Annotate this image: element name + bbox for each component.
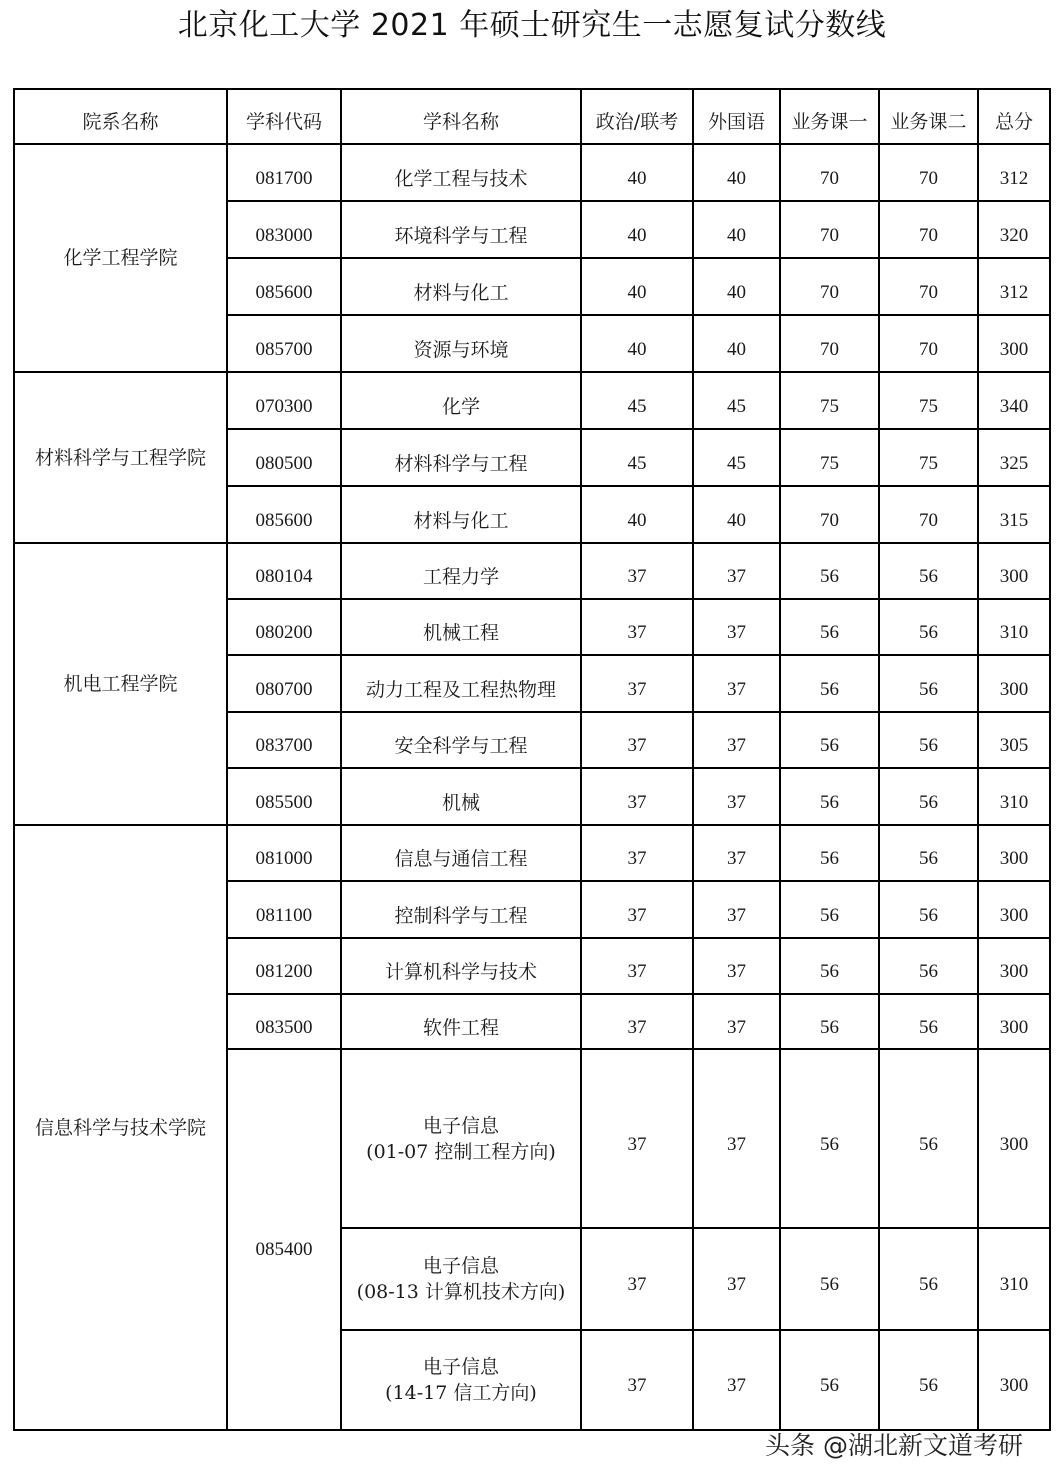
politics-cell: 45: [581, 429, 693, 486]
politics-cell: 40: [581, 144, 693, 201]
subject-cell: 信息与通信工程: [341, 825, 581, 881]
course2-cell: 75: [879, 429, 978, 486]
foreign-cell: 45: [693, 372, 780, 429]
total-cell: 300: [978, 881, 1050, 938]
dept-cell: 机电工程学院: [14, 543, 227, 825]
politics-cell: 37: [581, 938, 693, 994]
header-foreign: 外国语: [693, 89, 780, 144]
dept-cell: 材料科学与工程学院: [14, 372, 227, 543]
course2-cell: 56: [879, 1228, 978, 1330]
subject-cell: 动力工程及工程热物理: [341, 655, 581, 712]
course1-cell: 56: [780, 655, 879, 712]
subject-name: 电子信息: [422, 1255, 499, 1277]
watermark: 头条 @湖北新文道考研: [765, 1431, 1023, 1460]
politics-cell: 37: [581, 712, 693, 768]
total-cell: 310: [978, 1228, 1050, 1330]
foreign-cell: 37: [693, 655, 780, 712]
foreign-cell: 37: [693, 1049, 780, 1228]
table-row: [14, 825, 1050, 881]
course1-cell: 56: [780, 768, 879, 825]
total-cell: 300: [978, 543, 1050, 599]
code-cell: 081000: [227, 825, 341, 881]
code-cell: 083000: [227, 201, 341, 258]
header-course2: 业务课二: [879, 89, 978, 144]
foreign-cell: 37: [693, 994, 780, 1049]
total-cell: 312: [978, 258, 1050, 315]
course1-cell: 75: [780, 372, 879, 429]
politics-cell: 37: [581, 881, 693, 938]
header-politics: 政治/联考: [581, 89, 693, 144]
foreign-cell: 37: [693, 543, 780, 599]
foreign-cell: 37: [693, 712, 780, 768]
politics-cell: 40: [581, 258, 693, 315]
politics-cell: 37: [581, 599, 693, 655]
foreign-cell: 45: [693, 429, 780, 486]
subject-cell: 机械工程: [341, 599, 581, 655]
subject-name: 电子信息: [422, 1114, 499, 1137]
header-total: 总分: [978, 89, 1050, 144]
politics-cell: 37: [581, 768, 693, 825]
subject-direction: (01-07 控制工程方向): [366, 1140, 556, 1163]
subject-cell: 工程力学: [341, 543, 581, 599]
total-cell: 300: [978, 315, 1050, 372]
header-row: [14, 89, 1050, 144]
total-cell: 312: [978, 144, 1050, 201]
course1-cell: 56: [780, 938, 879, 994]
table-row: [14, 144, 1050, 201]
code-cell: 080200: [227, 599, 341, 655]
course2-cell: 56: [879, 994, 978, 1049]
politics-cell: 37: [581, 825, 693, 881]
politics-cell: 40: [581, 486, 693, 543]
total-cell: 325: [978, 429, 1050, 486]
foreign-cell: 37: [693, 825, 780, 881]
code-cell: 081700: [227, 144, 341, 201]
course1-cell: 56: [780, 1330, 879, 1430]
foreign-cell: 37: [693, 768, 780, 825]
course1-cell: 56: [780, 712, 879, 768]
total-cell: 300: [978, 825, 1050, 881]
header-subject: 学科名称: [341, 89, 581, 144]
course1-cell: 56: [780, 1228, 879, 1330]
subject-cell: 化学工程与技术: [341, 144, 581, 201]
course1-cell: 56: [780, 825, 879, 881]
total-cell: 300: [978, 1049, 1050, 1228]
table-row: [14, 372, 1050, 429]
politics-cell: 45: [581, 372, 693, 429]
course2-cell: 70: [879, 258, 978, 315]
subject-cell: 控制科学与工程: [341, 881, 581, 938]
course2-cell: 56: [879, 1049, 978, 1228]
subject-direction: (14-17 信工方向): [385, 1382, 537, 1404]
course1-cell: 56: [780, 599, 879, 655]
politics-cell: 40: [581, 315, 693, 372]
subject-direction: (08-13 计算机技术方向): [356, 1281, 566, 1303]
total-cell: 310: [978, 768, 1050, 825]
code-cell: 085600: [227, 486, 341, 543]
subject-cell: 软件工程: [341, 994, 581, 1049]
header-code: 学科代码: [227, 89, 341, 144]
code-cell: 081200: [227, 938, 341, 994]
total-cell: 300: [978, 655, 1050, 712]
code-cell: 081100: [227, 881, 341, 938]
course1-cell: 56: [780, 1049, 879, 1228]
code-cell: 083700: [227, 712, 341, 768]
code-cell: 080500: [227, 429, 341, 486]
total-cell: 315: [978, 486, 1050, 543]
foreign-cell: 37: [693, 599, 780, 655]
page-title: 北京化工大学 2021 年硕士研究生一志愿复试分数线: [177, 8, 887, 43]
course2-cell: 56: [879, 599, 978, 655]
course2-cell: 56: [879, 825, 978, 881]
course1-cell: 56: [780, 543, 879, 599]
foreign-cell: 40: [693, 201, 780, 258]
total-cell: 300: [978, 938, 1050, 994]
course1-cell: 70: [780, 486, 879, 543]
course2-cell: 70: [879, 486, 978, 543]
code-cell: 085600: [227, 258, 341, 315]
code-cell: 083500: [227, 994, 341, 1049]
subject-cell: [341, 1228, 581, 1330]
total-cell: 300: [978, 1330, 1050, 1430]
politics-cell: 37: [581, 1049, 693, 1228]
dept-cell: 信息科学与技术学院: [14, 825, 227, 1430]
header-course1: 业务课一: [780, 89, 879, 144]
foreign-cell: 37: [693, 1228, 780, 1330]
total-cell: 310: [978, 599, 1050, 655]
subject-cell: [341, 1330, 581, 1430]
dept-cell: 化学工程学院: [14, 144, 227, 372]
score-table: [13, 88, 1051, 1431]
course1-cell: 75: [780, 429, 879, 486]
foreign-cell: 37: [693, 938, 780, 994]
course2-cell: 56: [879, 938, 978, 994]
total-cell: 300: [978, 994, 1050, 1049]
course2-cell: 56: [879, 543, 978, 599]
subject-cell: 机械: [341, 768, 581, 825]
course2-cell: 56: [879, 712, 978, 768]
subject-cell: [341, 1049, 581, 1228]
subject-cell: 计算机科学与技术: [341, 938, 581, 994]
subject-cell: 环境科学与工程: [341, 201, 581, 258]
subject-cell: 资源与环境: [341, 315, 581, 372]
code-cell: 085400: [227, 1049, 341, 1430]
course1-cell: 70: [780, 201, 879, 258]
foreign-cell: 37: [693, 1330, 780, 1430]
code-cell: 080700: [227, 655, 341, 712]
subject-cell: 安全科学与工程: [341, 712, 581, 768]
course1-cell: 70: [780, 258, 879, 315]
foreign-cell: 40: [693, 144, 780, 201]
total-cell: 320: [978, 201, 1050, 258]
subject-name: 电子信息: [422, 1356, 499, 1378]
politics-cell: 37: [581, 994, 693, 1049]
subject-cell: 材料与化工: [341, 258, 581, 315]
subject-cell: 化学: [341, 372, 581, 429]
course2-cell: 56: [879, 881, 978, 938]
course2-cell: 56: [879, 655, 978, 712]
code-cell: 085500: [227, 768, 341, 825]
course2-cell: 56: [879, 1330, 978, 1430]
course2-cell: 70: [879, 144, 978, 201]
code-cell: 070300: [227, 372, 341, 429]
total-cell: 305: [978, 712, 1050, 768]
politics-cell: 37: [581, 655, 693, 712]
course2-cell: 70: [879, 315, 978, 372]
course2-cell: 56: [879, 768, 978, 825]
course1-cell: 56: [780, 994, 879, 1049]
course1-cell: 70: [780, 315, 879, 372]
course2-cell: 75: [879, 372, 978, 429]
course2-cell: 70: [879, 201, 978, 258]
politics-cell: 37: [581, 543, 693, 599]
subject-cell: 材料科学与工程: [341, 429, 581, 486]
table-row: [14, 543, 1050, 599]
politics-cell: 37: [581, 1330, 693, 1430]
course1-cell: 56: [780, 881, 879, 938]
foreign-cell: 37: [693, 881, 780, 938]
politics-cell: 40: [581, 201, 693, 258]
foreign-cell: 40: [693, 258, 780, 315]
politics-cell: 37: [581, 1228, 693, 1330]
foreign-cell: 40: [693, 315, 780, 372]
code-cell: 085700: [227, 315, 341, 372]
code-cell: 080104: [227, 543, 341, 599]
header-dept: 院系名称: [14, 89, 227, 144]
course1-cell: 70: [780, 144, 879, 201]
total-cell: 340: [978, 372, 1050, 429]
foreign-cell: 40: [693, 486, 780, 543]
subject-cell: 材料与化工: [341, 486, 581, 543]
